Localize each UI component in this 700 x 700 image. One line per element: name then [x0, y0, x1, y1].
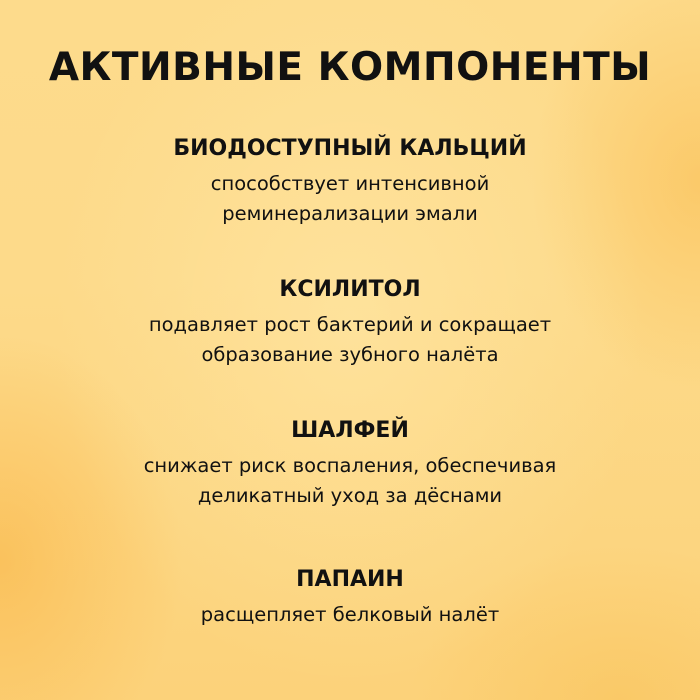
- component-name: ШАЛФЕЙ: [291, 418, 409, 443]
- component-papain: [0, 565, 700, 630]
- component-name: КСИЛИТОЛ: [279, 277, 421, 302]
- page-title: АКТИВНЫЕ КОМПОНЕНТЫ: [48, 45, 652, 90]
- component-calcium: [0, 134, 700, 229]
- component-xylitol: [0, 275, 700, 370]
- component-sage: [0, 416, 700, 511]
- component-description: подавляет рост бактерий и сокращает образование зубного налёта: [148, 313, 552, 366]
- component-name: ПАПАИН: [296, 567, 404, 592]
- component-description: расщепляет белковый налёт: [200, 603, 500, 626]
- component-name: БИОДОСТУПНЫЙ КАЛЬЦИЙ: [173, 136, 527, 161]
- component-description: способствует интенсивной реминерализации эмали: [210, 172, 490, 225]
- component-description: снижает риск воспаления, обеспечивая деликатный уход за дёснами: [143, 454, 557, 507]
